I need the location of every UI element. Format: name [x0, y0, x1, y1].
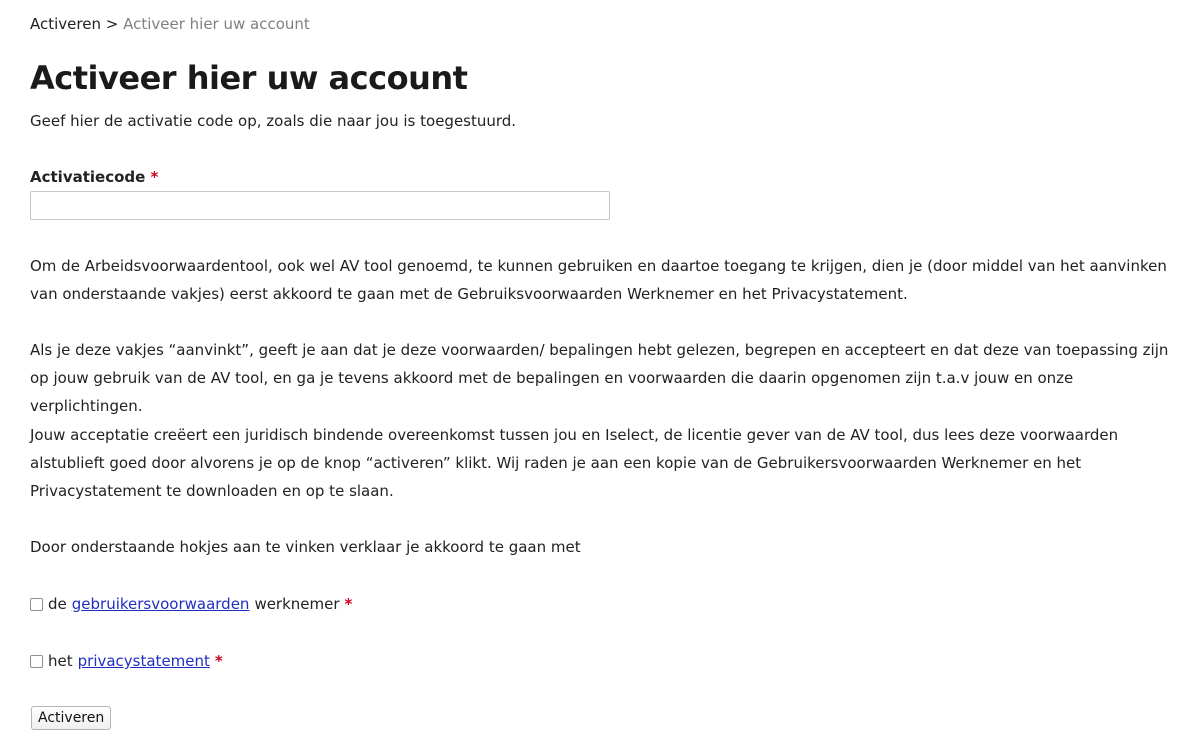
- privacy-link[interactable]: privacystatement: [77, 652, 210, 670]
- privacy-checkbox[interactable]: [30, 655, 43, 668]
- activation-code-input[interactable]: [30, 191, 610, 220]
- privacy-checkbox-prefix: het: [48, 652, 73, 670]
- terms-paragraph-2: Als je deze vakjes “aanvinkt”, geeft je aan dat je deze voorwaarden/ bepalingen hebt gelezen, begrepen en accepteert en dat deze van toepassing zijn op jouw gebruik van de AV tool, en ga je tevens akkoord met de bepalingen en voorwaarden die daarin opgenomen zijn t.a.v jouw en onze verplichtingen.: [30, 341, 1169, 415]
- terms-paragraph-3: Jouw acceptatie creëert een juridisch bindende overeenkomst tussen jou en Iselect, de licentie gever van de AV tool, dus lees deze voorwaarden alstublieft goed door alvorens je op de knop “activeren” klikt. Wij raden je aan een kopie van de Gebruikersvoorwaarden Werknemer en het Privacystatement te downloaden en op te slaan.: [30, 426, 1119, 500]
- required-marker: *: [344, 595, 353, 613]
- breadcrumb-current: Activeer hier uw account: [123, 15, 310, 33]
- intro-text: Geef hier de activatie code op, zoals die naar jou is toegestuurd.: [30, 112, 517, 130]
- terms-link[interactable]: gebruikersvoorwaarden: [71, 595, 250, 613]
- breadcrumb-separator: >: [100, 15, 124, 33]
- activation-code-label-text: Activatiecode: [30, 168, 146, 186]
- required-marker: *: [214, 652, 223, 670]
- page-title: Activeer hier uw account: [30, 59, 468, 97]
- activation-code-label: [30, 166, 158, 188]
- activate-button[interactable]: Activeren: [31, 706, 111, 730]
- breadcrumb-link-activeren[interactable]: Activeren: [30, 15, 101, 33]
- breadcrumb: [30, 14, 310, 34]
- required-marker: *: [150, 168, 159, 186]
- privacy-checkbox-row: [30, 650, 223, 672]
- terms-checkbox[interactable]: [30, 598, 43, 611]
- terms-paragraph-1: Om de Arbeidsvoorwaardentool, ook wel AV tool genoemd, te kunnen gebruiken en daartoe toegang te krijgen, dien je (door middel van het aanvinken van onderstaande vakjes) eerst akkoord te gaan met de Gebruiksvoorwaarden Werknemer en het Privacystatement.: [30, 257, 1167, 303]
- terms-paragraph-4: Door onderstaande hokjes aan te vinken verklaar je akkoord te gaan met: [30, 538, 581, 556]
- terms-checkbox-suffix: werknemer: [254, 595, 340, 613]
- terms-checkbox-prefix: de: [48, 595, 67, 613]
- terms-checkbox-row: [30, 593, 352, 615]
